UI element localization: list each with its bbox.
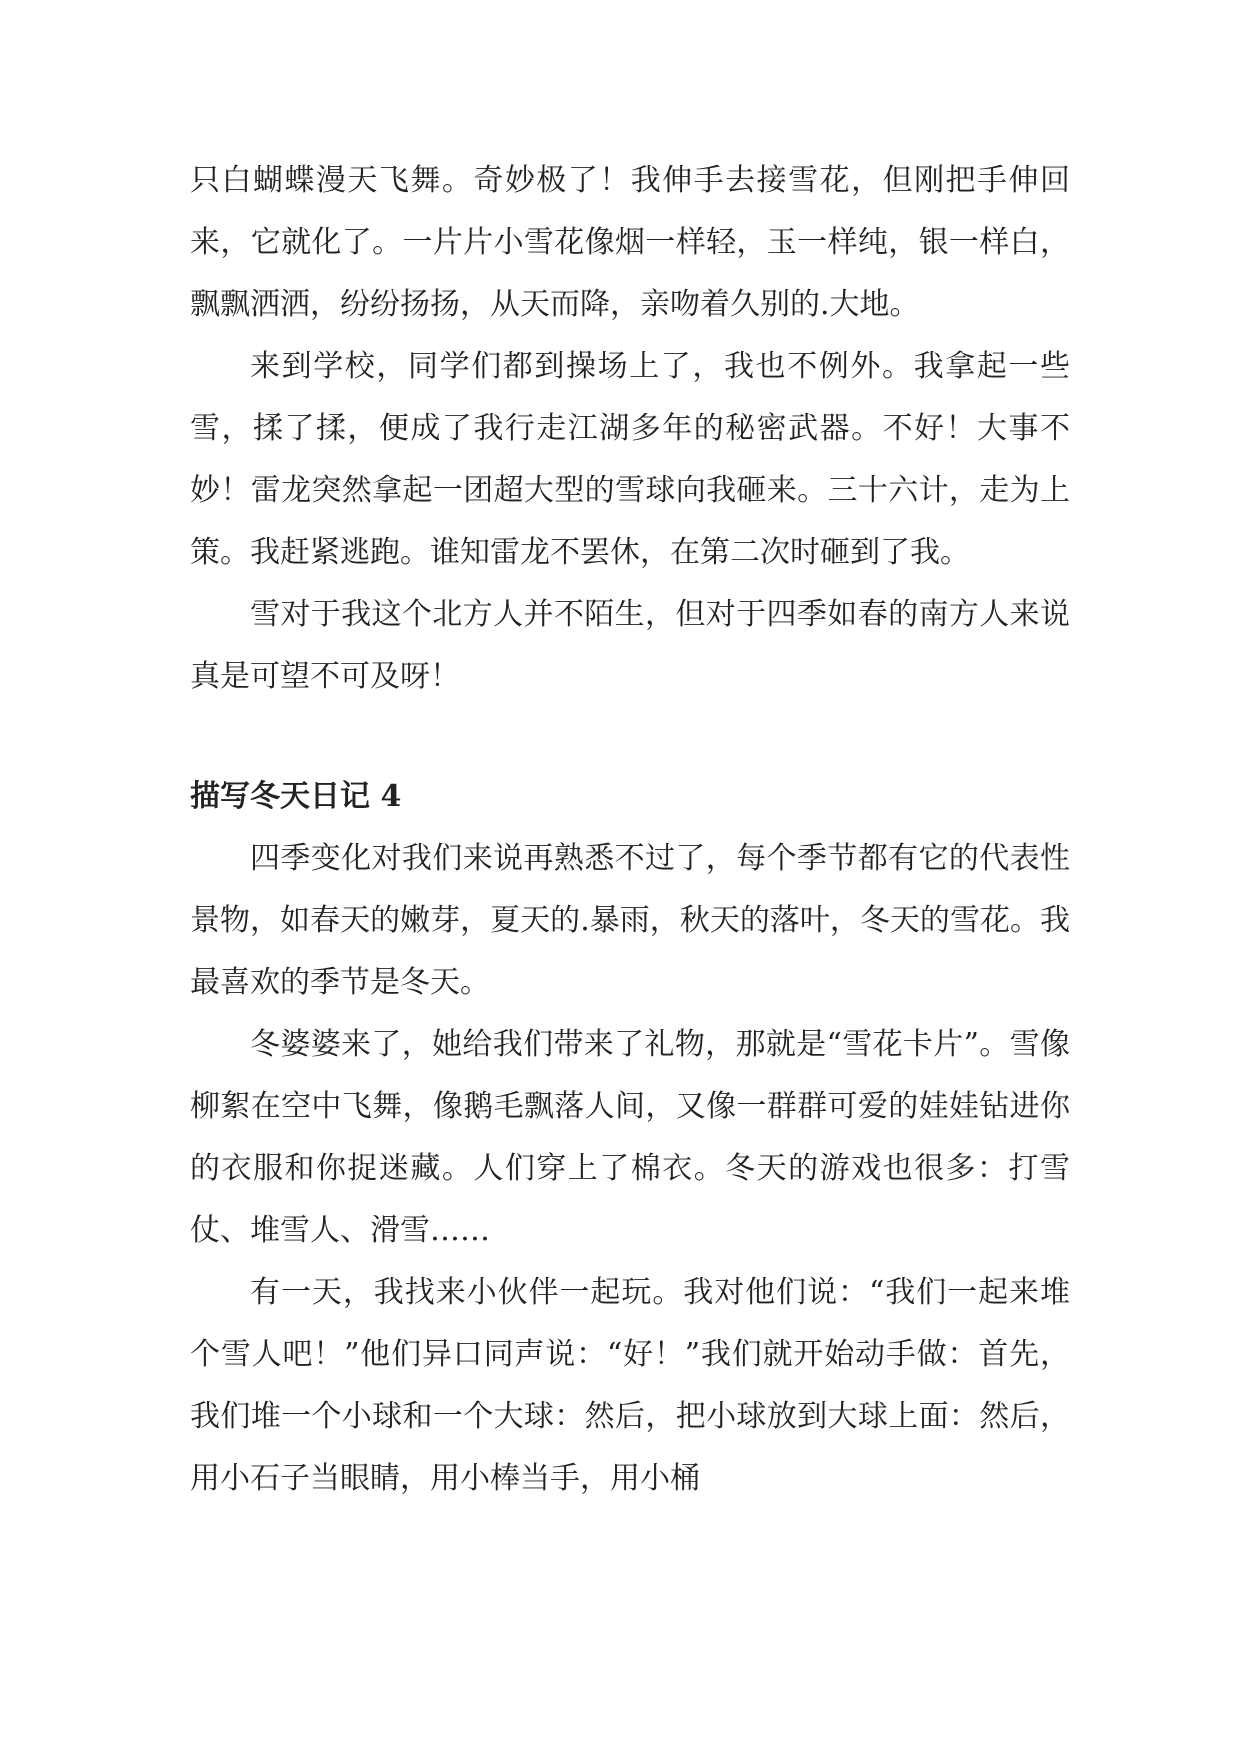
section-title: 描写冬天日记 4	[190, 779, 402, 814]
paragraph-school-snowball: 来到学校，同学们都到操场上了，我也不例外。我拿起一些雪，揉了揉，便成了我行走江湖多年的秘密武器。不好！大事不妙！雷龙突然拿起一团超大型的雪球向我砸来。三十六计，走为上策。我赶紧逃跑。谁知雷龙不罢休，在第二次时砸到了我。	[190, 349, 1070, 570]
paragraph-snow-cards: 冬婆婆来了，她给我们带来了礼物，那就是“雪花卡片”。雪像柳絮在空中飞舞，像鹅毛飘落人间，又像一群群可爱的娃娃钻进你的衣服和你捉迷藏。人们穿上了棉衣。冬天的游戏也很多：打雪仗、堆雪人、滑雪……	[190, 1027, 1070, 1248]
paragraph-four-seasons: 四季变化对我们来说再熟悉不过了，每个季节都有它的代表性景物，如春天的嫩芽，夏天的.暴雨，秋天的落叶，冬天的雪花。我最喜欢的季节是冬天。	[190, 841, 1070, 1000]
paragraph-north-south: 雪对于我这个北方人并不陌生，但对于四季如春的南方人来说真是可望不可及呀！	[190, 597, 1070, 694]
paragraph-continued: 只白蝴蝶漫天飞舞。奇妙极了！我伸手去接雪花，但刚把手伸回来，它就化了。一片片小雪花像烟一样轻，玉一样纯，银一样白，飘飘洒洒，纷纷扬扬，从天而降，亲吻着久别的.大地。	[190, 163, 1070, 322]
document-body	[190, 150, 1070, 1510]
paragraph-snowman: 有一天，我找来小伙伴一起玩。我对他们说：“我们一起来堆个雪人吧！”他们异口同声说：“好！”我们就开始动手做：首先，我们堆一个小球和一个大球：然后，把小球放到大球上面：然后，用小石子当眼睛，用小棒当手，用小桶	[190, 1275, 1070, 1496]
